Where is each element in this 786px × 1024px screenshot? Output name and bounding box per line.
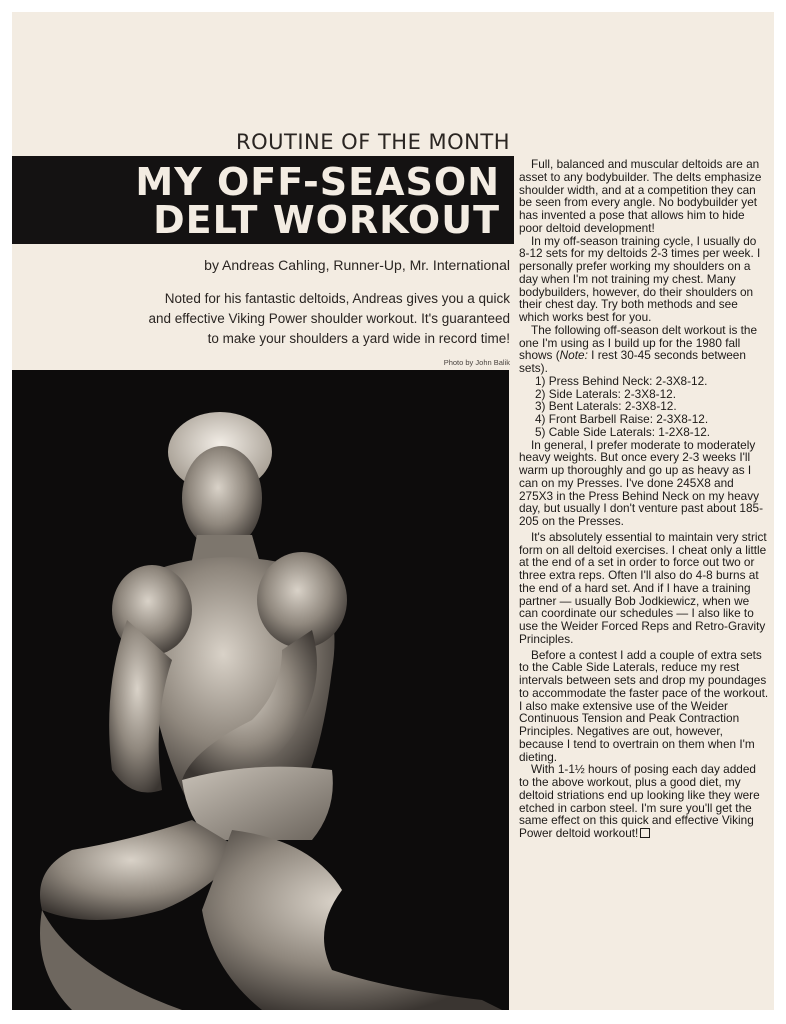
title-line-1: MY OFF-SEASON [135, 160, 500, 204]
title-band [12, 156, 514, 244]
article-paragraph: In general, I prefer moderate to moderately heavy weights. But once every 2-3 weeks I'll warm up thoroughly and go up as heavy as I can on my Presses. I've done 245X8 and 275X3 in the Press Behind Neck on my heavy day, but usually I don't venture past about 185-205 on the Presses. [519, 437, 764, 528]
exercise-item: 3) Bent Laterals: 2-3X8-12. [535, 399, 677, 414]
byline: by Andreas Cahling, Runner-Up, Mr. International [204, 257, 510, 273]
intro-blurb [132, 289, 510, 349]
exercise-item: 4) Front Barbell Raise: 2-3X8-12. [535, 412, 709, 426]
section-kicker: ROUTINE OF THE MONTH [236, 130, 510, 154]
exercise-item: 5) Cable Side Laterals: 1-2X8-12. [535, 424, 711, 439]
paragraph-text: The following off-season delt workout is the one I'm using as I build up for the 1980 fall shows ( [519, 322, 758, 363]
article-paragraph [519, 324, 769, 375]
photo-credit: Photo by John Balik [443, 358, 510, 367]
article-paragraph: It's absolutely essential to maintain very strict form on all deltoid exercises. I cheat only a little at the end of a set in order to force out two or three extra reps. Often I'll also do 4-8 burns at the end of a hard set. And if I have a training partner — usually Bob Jodkiewicz, when we can coordinate our schedules — I also like to use the Weider Forced Reps and Retro-Gravity Principles. [519, 529, 767, 646]
article-paragraph: Before a contest I add a couple of extra sets to the Cable Side Laterals, reduce my rest intervals between sets and drop my poundages to accommodate the faster pace of the workout. I also make extensive use of the Weider Continuous Tension and Peak Contraction Principles. Negatives are out, however, because I tend to overtrain on them when I'm dieting. [519, 647, 769, 764]
bodybuilder-photo [12, 370, 509, 1010]
article-body [519, 158, 769, 840]
article-paragraph: Full, balanced and muscular deltoids are an asset to any bodybuilder. The delts emphasize shoulder width, and at a competition they can be seen from every angle. No bodybuilder yet has invented a pose that allows him to hide poor deltoid development! [519, 157, 762, 235]
exercise-item: 1) Press Behind Neck: 2-3X8-12. [535, 373, 708, 388]
article-paragraph: In my off-season training cycle, I usually do 8-12 sets for my deltoids 2-3 times per week. I personally prefer working my shoulders on a day when I'm not training my chest. Many bodybuilders, however, do their shoulders on their chest day. Try both methods and see which works best for you. [519, 233, 761, 324]
note-label: Note: [559, 348, 588, 363]
intro-line: to make your shoulders a yard wide in record time! [207, 331, 510, 346]
intro-line: and effective Viking Power shoulder workout. It's guaranteed [148, 311, 510, 326]
intro-line: Noted for his fantastic deltoids, Andreas gives you a quick [164, 291, 510, 306]
magazine-page [12, 12, 774, 1010]
paragraph-text: I rest 30-45 seconds between sets). [519, 348, 746, 375]
bodybuilder-photo-illustration [12, 370, 509, 1010]
end-mark-icon [640, 828, 650, 838]
title-line-2: DELT WORKOUT [153, 198, 500, 242]
article-paragraph [519, 763, 769, 840]
paragraph-text: With 1-1½ hours of posing each day added to the above workout, plus a good diet, my deltoid striations end up looking like they were etched in carbon steel. I'm sure you'll get the same effect on this quick and effective Viking Power deltoid workout! [519, 762, 760, 840]
exercise-item: 2) Side Laterals: 2-3X8-12. [535, 386, 676, 401]
exercise-list [519, 375, 769, 439]
